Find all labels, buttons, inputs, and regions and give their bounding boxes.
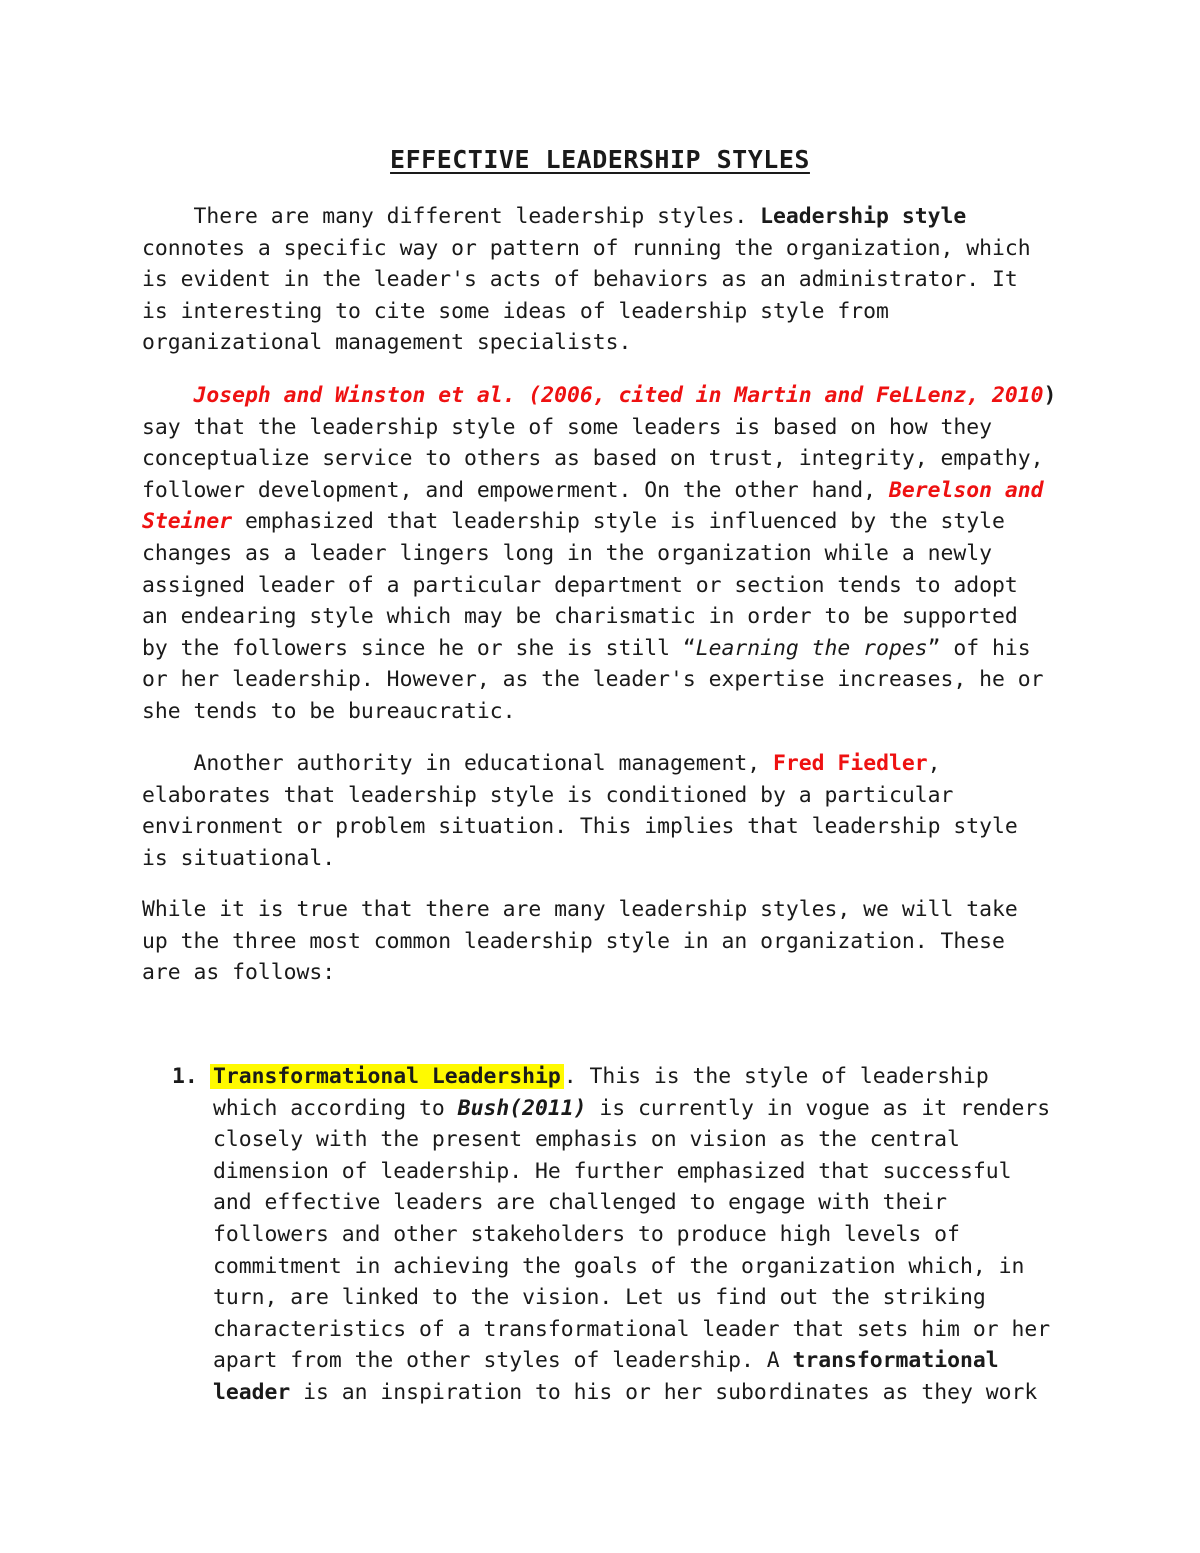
text-line: an endearing style which may be charismatic in order to be supported: [142, 604, 1018, 630]
text-line: are as follows:: [142, 960, 336, 986]
paragraph-fiedler: [142, 748, 1082, 874]
term-leadership-style: Leadership style: [760, 204, 967, 229]
quoted-phrase: Learning the ropes: [695, 635, 928, 661]
text-run: is currently in vogue as it renders: [586, 1095, 1051, 1121]
text-line: [142, 475, 1082, 507]
paragraph-joseph-winston: [142, 380, 1082, 728]
text-line: elaborates that leadership style is conditioned by a particular: [142, 782, 954, 808]
text-run: by the followers since he or she is still “: [142, 635, 696, 661]
text-line: is situational.: [142, 845, 336, 871]
citation-berelson-steiner: Steiner: [142, 509, 233, 535]
citation-fred-fiedler: Fred Fiedler: [773, 751, 928, 776]
text-run: is an inspiration to his or her subordinates as they work: [290, 1379, 1038, 1405]
list-item-transformational: [213, 1061, 1113, 1409]
text-line: [213, 1061, 1113, 1093]
text-run: follower development, and empowerment. On the other hand,: [142, 477, 889, 503]
text-line: [142, 201, 1082, 233]
text-line: she tends to be bureaucratic.: [142, 698, 516, 724]
text-line: characteristics of a transformational leader that sets him or her: [213, 1316, 1051, 1342]
text-line: closely with the present emphasis on vision as the central: [213, 1127, 960, 1153]
text-line: and effective leaders are challenged to engage with their: [213, 1190, 948, 1216]
text-run: [142, 383, 194, 408]
text-line: [213, 1377, 1113, 1409]
text-line: [142, 380, 1082, 412]
text-run: ,: [927, 751, 941, 776]
text-line: turn, are linked to the vision. Let us find out the striking: [213, 1285, 986, 1311]
text-line: [213, 1093, 1113, 1125]
text-line: followers and other stakeholders to produce high levels of: [213, 1221, 960, 1247]
term-transformational-leader: leader: [213, 1379, 291, 1405]
citation-joseph-winston: Joseph and Winston et al. (2006, cited in Martin and FeLLenz, 2010: [193, 383, 1044, 408]
text-line: is interesting to cite some ideas of leadership style from: [142, 298, 889, 324]
paragraph-common-styles: [142, 894, 1082, 989]
text-line: organizational management specialists.: [142, 330, 632, 356]
text-line: [142, 506, 1082, 538]
text-line: [142, 748, 1082, 780]
citation-bush: Bush(2011): [457, 1095, 587, 1121]
document-title: EFFECTIVE LEADERSHIP STYLES: [390, 145, 810, 174]
text-line: conceptualize service to others as based on trust, integrity, empathy,: [142, 446, 1044, 472]
text-line: dimension of leadership. He further emphasized that successful: [213, 1158, 1012, 1184]
text-line: [213, 1345, 1113, 1377]
text-run: which according to: [213, 1095, 458, 1121]
list-number: 1.: [172, 1064, 198, 1089]
text-run: apart from the other styles of leadership. A: [213, 1348, 793, 1374]
text-run: There are many different leadership styles.: [142, 204, 761, 229]
text-line: commitment in achieving the goals of the organization which, in: [213, 1253, 1025, 1279]
text-line: up the three most common leadership style in an organization. These: [142, 928, 1005, 954]
text-line: [142, 633, 1082, 665]
paragraph-intro: [142, 201, 1082, 359]
text-run: . This is the style of leadership: [563, 1064, 989, 1089]
text-line: While it is true that there are many leadership styles, we will take: [142, 897, 1018, 922]
text-line: or her leadership. However, as the leader's expertise increases, he or: [142, 667, 1044, 693]
term-transformational-leader: transformational: [792, 1348, 999, 1374]
text-line: changes as a leader lingers long in the organization while a newly: [142, 540, 992, 566]
text-line: environment or problem situation. This implies that leadership style: [142, 814, 1018, 840]
text-line: assigned leader of a particular department or section tends to adopt: [142, 572, 1018, 598]
text-run: ): [1043, 383, 1057, 408]
text-run: ” of his: [927, 635, 1031, 661]
text-run: Another authority in educational management,: [142, 751, 774, 776]
citation-berelson-steiner: Berelson and: [888, 477, 1044, 503]
text-line: connotes a specific way or pattern of running the organization, which: [142, 235, 1031, 261]
text-line: say that the leadership style of some leaders is based on how they: [142, 414, 992, 440]
text-line: is evident in the leader's acts of behaviors as an administrator. It: [142, 267, 1018, 293]
highlighted-heading: Transformational Leadership: [210, 1064, 564, 1089]
text-run: emphasized that leadership style is influenced by the style: [232, 509, 1005, 535]
